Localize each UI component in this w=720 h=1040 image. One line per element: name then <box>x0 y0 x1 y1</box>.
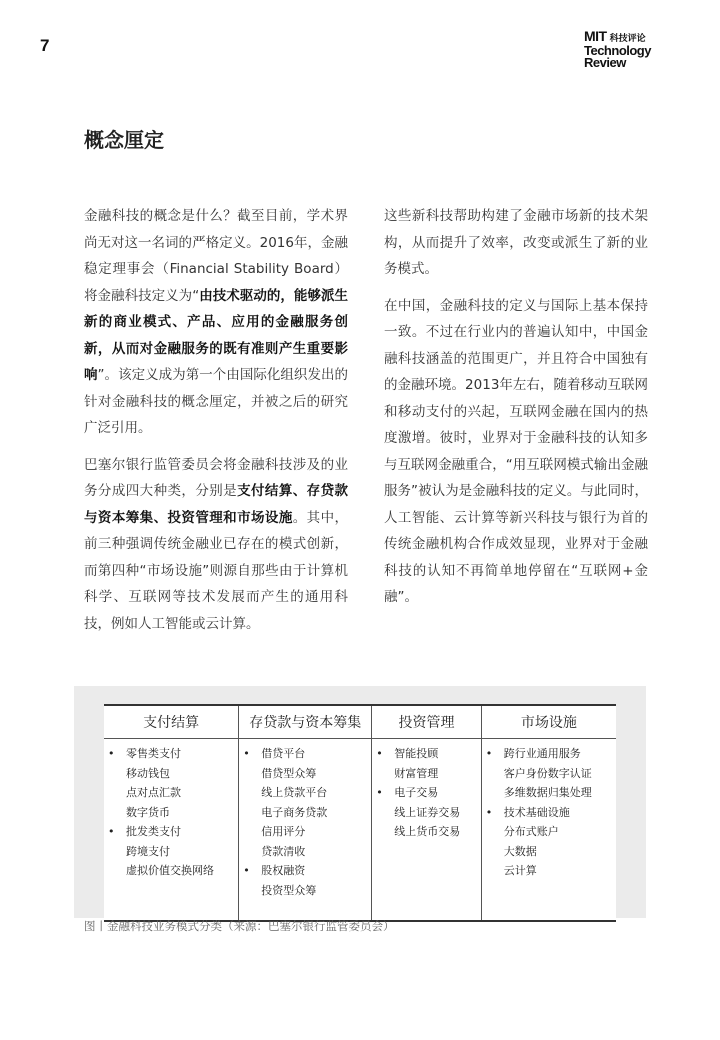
table-header-payments: 支付结算 <box>104 705 239 739</box>
definition-outro: ”。该定义成为第一个由国际化组织发出的针对金融科技的概念厘定，并被之后的研究广泛引用。 <box>84 367 348 436</box>
left-column <box>84 203 348 647</box>
list-item: 客户身份数字认证 <box>503 766 592 780</box>
list-item: 跨境支付 <box>126 844 170 858</box>
list-group <box>376 744 476 783</box>
group-title: • 借贷平台 <box>261 747 306 760</box>
list-item: 信用评分 <box>261 825 306 838</box>
group-title: • 股权融资 <box>261 864 306 877</box>
logo-technology: Technology <box>584 43 651 58</box>
mit-technology-review-logo <box>584 30 664 69</box>
list-group <box>376 783 476 842</box>
table-header-investment: 投资管理 <box>372 705 481 739</box>
left-paragraph-2 <box>84 452 348 638</box>
figure-panel <box>74 686 646 918</box>
section-title: 概念厘定 <box>84 128 164 152</box>
table-cell-lending <box>239 739 372 922</box>
figure-caption: 图丨金融科技业务模式分类（来源：巴塞尔银行监管委员会） <box>84 919 395 933</box>
list-item: 财富管理 <box>394 766 439 780</box>
list-group <box>486 803 612 881</box>
table-cell-investment <box>372 739 481 922</box>
logo-chinese: 科技评论 <box>609 34 646 44</box>
list-group <box>108 822 234 881</box>
table-cell-payments <box>104 739 239 922</box>
list-group <box>486 744 612 803</box>
definition-quote: 由技术驱动的，能够派生新的商业模式、产品、应用的金融服务创新，从而对金融服务的既有准则产生重要影响 <box>84 287 349 383</box>
list-item: 贷款清收 <box>261 844 306 858</box>
table-header-lending: 存贷款与资本筹集 <box>239 705 372 739</box>
group-title: • 零售类支付 <box>126 747 181 760</box>
table-cell-infrastructure <box>481 739 616 922</box>
table-body-row <box>104 739 616 922</box>
right-paragraph-2: 在中国，金融科技的定义与国际上基本保持一致。不过在行业内的普遍认知中，中国金融科技涵盖的范围更广，并且符合中国独有的金融环境。2013年左右，随着移动互联网和移动支付的兴起，互联网金融在国内的热度激增。彼时，业界对于金融科技的认知多与互联网金融重合，“用互联网模式输出金融服务”被认为是金融科技的定义。与此同时，人工智能、云计算等新兴科技与银行为首的传统金融机构合作成效显现，业界对于金融科技的认知不再简单地停留在“互联网+金融”。 <box>384 297 648 605</box>
list-group <box>243 744 367 861</box>
list-item: 大数据 <box>503 844 537 858</box>
right-column <box>384 203 648 621</box>
group-title: • 电子交易 <box>394 786 439 799</box>
list-item: 分布式账户 <box>503 825 559 838</box>
definition-intro: 金融科技的概念是什么？截至目前，学术界尚无对这一名词的严格定义。2016年，金融稳定理事会（Financial Stability Board）将金融科技定义为“ <box>84 208 348 304</box>
list-item: 点对点汇款 <box>126 786 181 799</box>
list-item: 线上货币交易 <box>394 825 461 838</box>
right-paragraph-1: 这些新科技帮助构建了金融市场新的技术架构，从而提升了效率，改变或派生了新的业务模式。 <box>384 208 648 277</box>
logo-mit: MIT <box>584 28 607 44</box>
table-header-row <box>104 705 616 739</box>
list-item: 移动钱包 <box>126 766 170 780</box>
basel-outro: 。其中，前三种强调传统金融业已存在的模式创新，而第四种“市场设施”则源自那些由于计算机科学、互联网等技术发展而产生的通用科技，例如人工智能或云计算。 <box>84 509 349 632</box>
basel-categories: 支付结算、存贷款与资本筹集、投资管理和市场设施 <box>84 483 349 526</box>
list-item: 线上证券交易 <box>394 805 461 819</box>
page-number: 7 <box>40 36 50 55</box>
list-item: 电子商务贷款 <box>261 805 328 819</box>
list-group <box>243 861 367 900</box>
list-item: 虚拟价值交换网络 <box>126 864 214 877</box>
list-item: 线上贷款平台 <box>261 786 328 799</box>
list-item: 云计算 <box>503 864 537 877</box>
list-item: 多维数据归集处理 <box>503 786 592 799</box>
list-item: 投资型众筹 <box>261 883 317 897</box>
group-title: • 技术基础设施 <box>503 805 570 819</box>
group-title: • 智能投顾 <box>394 747 439 760</box>
left-paragraph-1 <box>84 203 348 442</box>
table-header-infrastructure: 市场设施 <box>481 705 616 739</box>
fintech-category-table <box>104 704 616 922</box>
logo-review: Review <box>584 55 626 70</box>
group-title: • 跨行业通用服务 <box>503 747 581 760</box>
list-item: 数字货币 <box>126 805 170 819</box>
group-title: • 批发类支付 <box>126 825 181 838</box>
list-item: 借贷型众筹 <box>261 766 317 780</box>
basel-intro: 巴塞尔银行监管委员会将金融科技涉及的业务分成四大种类，分别是 <box>84 456 348 499</box>
list-group <box>108 744 234 822</box>
